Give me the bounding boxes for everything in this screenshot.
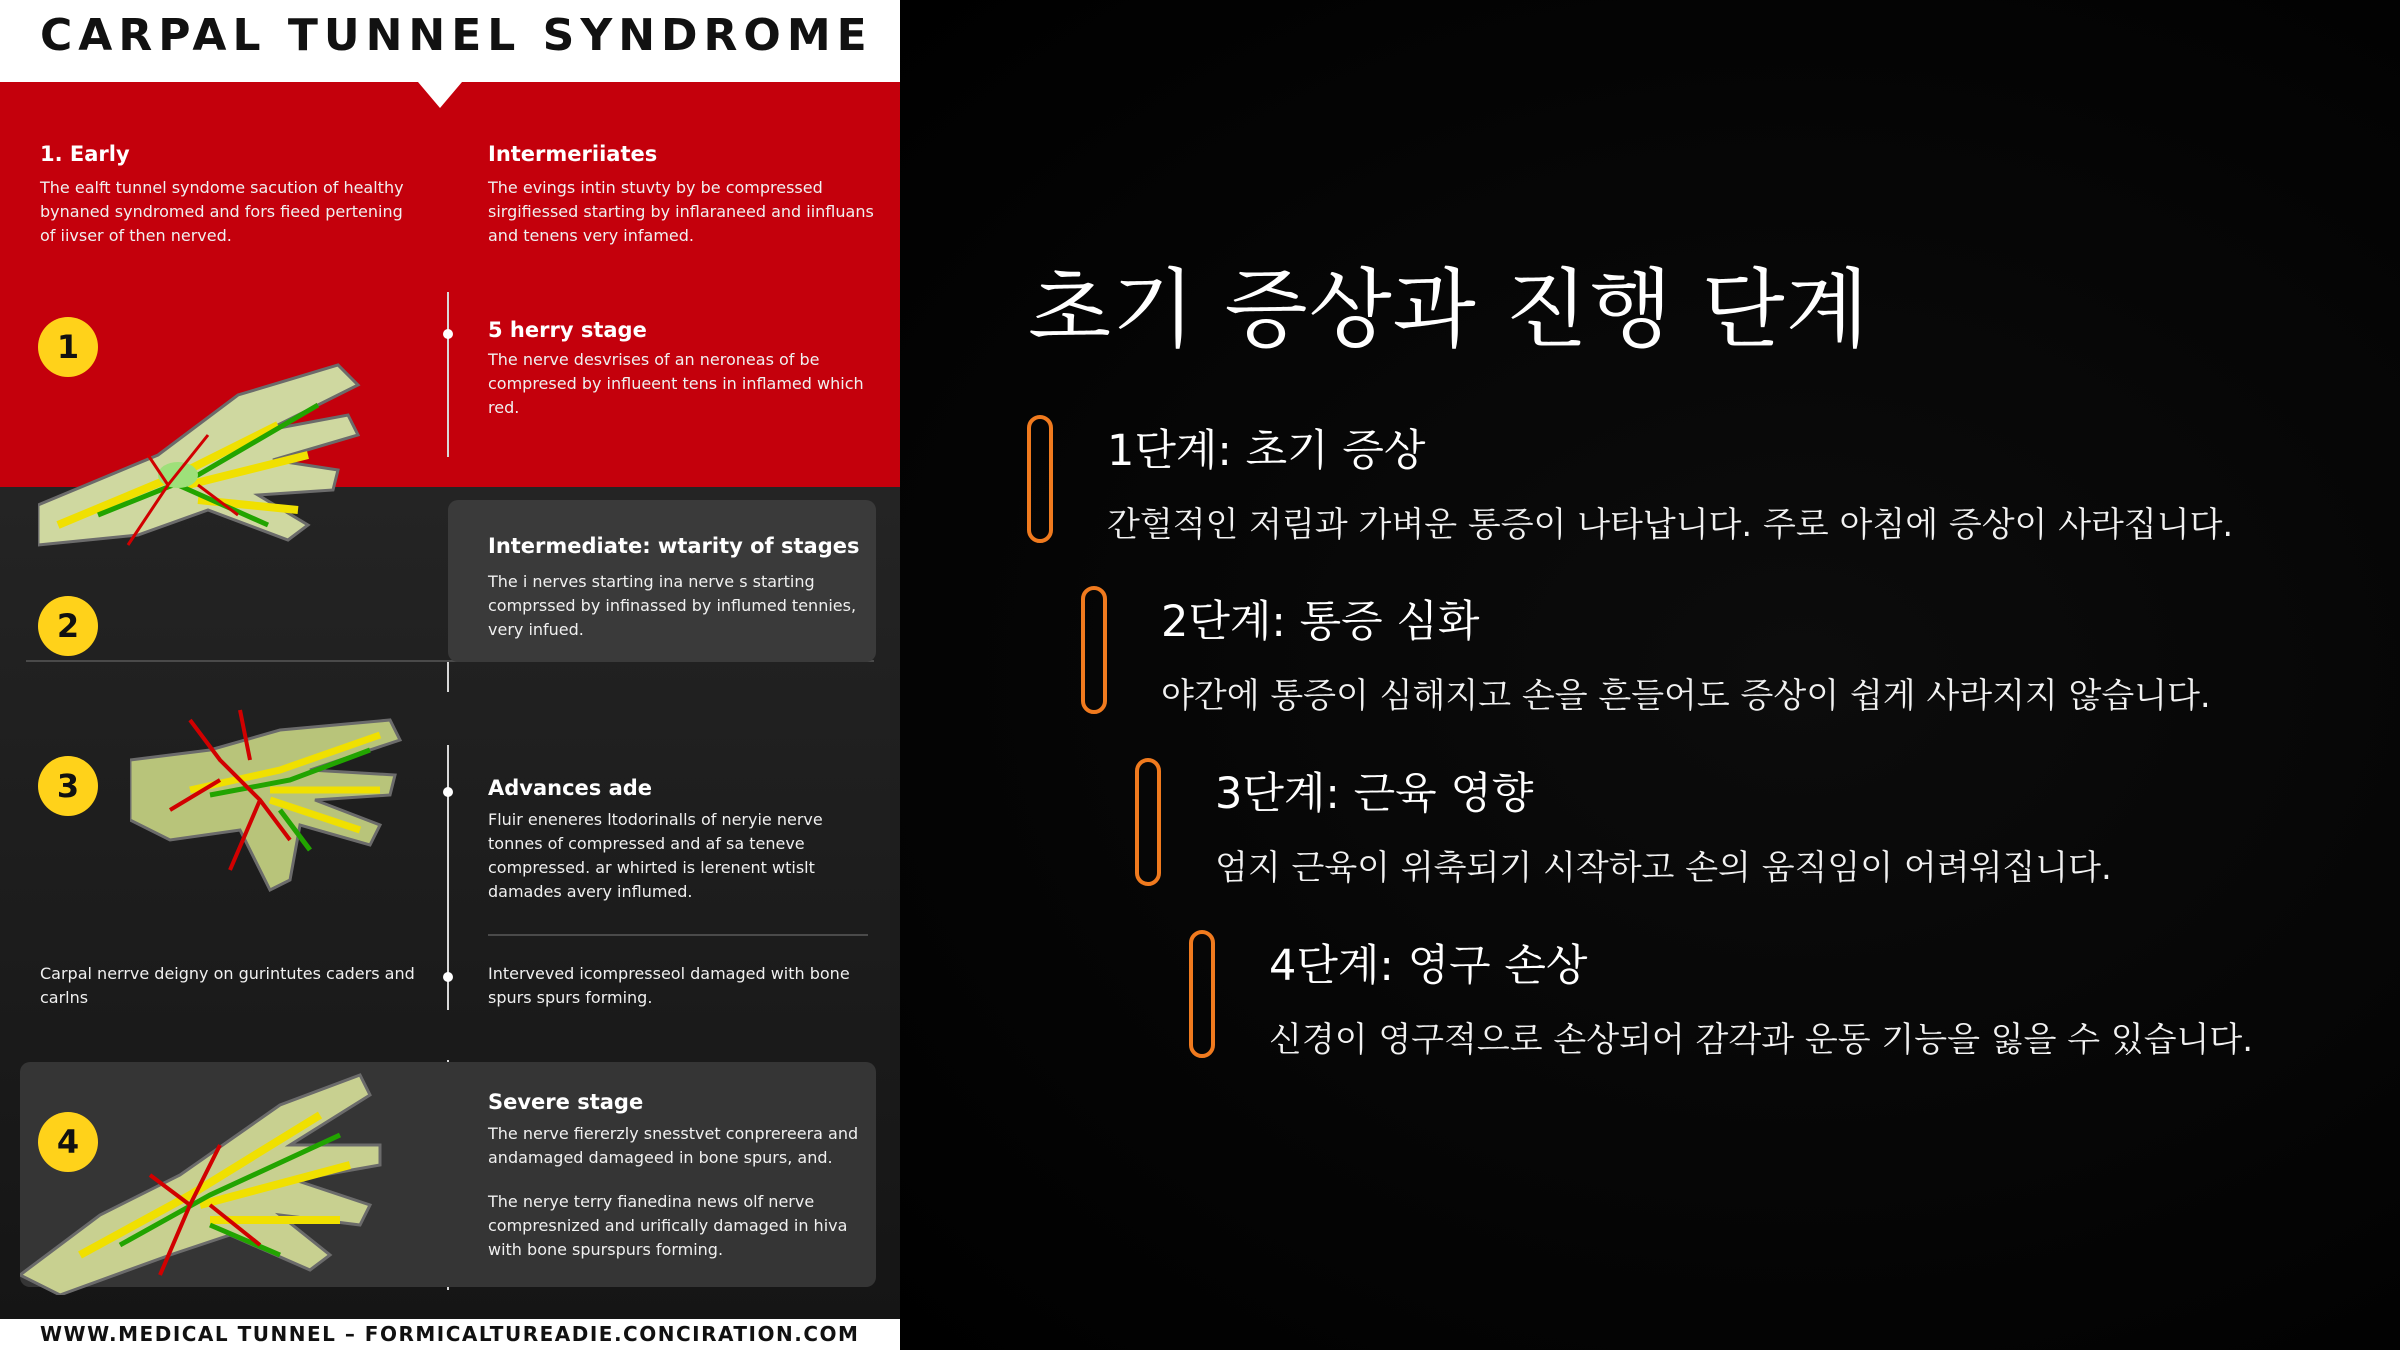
step-marker-4 bbox=[1189, 930, 1215, 1058]
step-4 bbox=[1189, 930, 2389, 1070]
intervened-text: Interveved icompresseol damaged with bone spurs spurs forming. bbox=[488, 964, 850, 1007]
step-3-description: 엄지 근육이 위축되기 시작하고 손의 움직임이 어려워집니다. bbox=[1215, 848, 2112, 888]
hand-illustration-3 bbox=[20, 1055, 420, 1295]
step-1-description: 간헐적인 저림과 가벼운 통증이 나타납니다. 주로 아침에 증상이 사라집니다. bbox=[1107, 505, 2234, 545]
timeline-dot bbox=[443, 329, 453, 339]
stage-3-badge: 3 bbox=[38, 756, 98, 816]
timeline-dot bbox=[443, 972, 453, 982]
timeline-line bbox=[447, 292, 449, 457]
intermediate-variety-title: Intermediate: wtarity of stages bbox=[488, 534, 860, 558]
step-2 bbox=[1081, 586, 2341, 726]
carpal-nerve-text: Carpal nerrve deigny on gurintutes caders and carlns bbox=[40, 964, 415, 1007]
slide-title: 초기 증상과 진행 단계 bbox=[1028, 260, 1870, 360]
infographic-image bbox=[0, 0, 900, 1350]
stage-4-badge: 4 bbox=[38, 1112, 98, 1172]
step-marker-2 bbox=[1081, 586, 1107, 714]
header-notch bbox=[418, 82, 462, 108]
timeline-dot bbox=[443, 787, 453, 797]
timeline-line bbox=[447, 662, 449, 692]
hand-illustration-1 bbox=[38, 335, 378, 555]
advances-title: Advances ade bbox=[488, 776, 653, 800]
stage-2-badge: 2 bbox=[38, 596, 98, 656]
herry-stage-title: 5 herry stage bbox=[488, 318, 647, 342]
intermediates-title: Intermeriiates bbox=[488, 142, 658, 166]
hand-illustration-2 bbox=[130, 700, 420, 900]
step-1-title: 1단계: 초기 증상 bbox=[1107, 426, 1426, 476]
step-4-title: 4단계: 영구 손상 bbox=[1269, 941, 1588, 991]
intermediates-text: The evings intin stuvty by be compressed sirgifiessed starting by inflaraneed and iinfluans and tenens very infamed. bbox=[488, 178, 874, 245]
early-stage-text: The ealft tunnel syndome sacution of healthy bynaned syndromed and fors fieed pertening of iivser of then nerved. bbox=[40, 178, 404, 245]
step-1 bbox=[1027, 415, 2327, 555]
step-2-title: 2단계: 통증 심화 bbox=[1161, 597, 1480, 647]
severe-stage-text: The nerve fiererzly snesstvet conprereera and andamaged damageed in bone spurs, and. bbox=[488, 1124, 859, 1167]
severe-stage-title: Severe stage bbox=[488, 1090, 644, 1114]
step-3 bbox=[1135, 758, 2355, 898]
herry-stage-text: The nerve desvrises of an neroneas of be compresed by influeent tens in inflamed which red. bbox=[488, 350, 864, 417]
infographic-title: CARPAL TUNNEL SYNDROME bbox=[40, 10, 873, 61]
step-4-description: 신경이 영구적으로 손상되어 감각과 운동 기능을 잃을 수 있습니다. bbox=[1269, 1020, 2254, 1060]
intermediate-variety-text: The i nerves starting ina nerve s starting comprssed by infinassed by influmed tennies, very infued. bbox=[488, 572, 857, 639]
divider bbox=[488, 934, 868, 936]
early-stage-title: 1. Early bbox=[40, 142, 130, 166]
infographic-footer-url: WWW.MEDICAL TUNNEL – FORMICALTUREADIE.CONCIRATION.COM bbox=[40, 1322, 860, 1346]
advances-text: Fluir eneneres ltodorinalls of neryie nerve tonnes of compressed and af sa teneve compressed. ar whirted is lerenent wtislt damades avery influmed. bbox=[488, 810, 823, 901]
timeline-line bbox=[447, 745, 449, 1010]
severe-stage-text-2: The nerye terry fianedina news olf nerve compresnized and urifically damaged in hiva with bone spurspurs forming. bbox=[488, 1192, 848, 1259]
step-3-title: 3단계: 근육 영향 bbox=[1215, 769, 1534, 819]
step-marker-1 bbox=[1027, 415, 1053, 543]
stage-1-badge: 1 bbox=[38, 317, 98, 377]
step-marker-3 bbox=[1135, 758, 1161, 886]
step-2-description: 야간에 통증이 심해지고 손을 흔들어도 증상이 쉽게 사라지지 않습니다. bbox=[1161, 676, 2211, 716]
